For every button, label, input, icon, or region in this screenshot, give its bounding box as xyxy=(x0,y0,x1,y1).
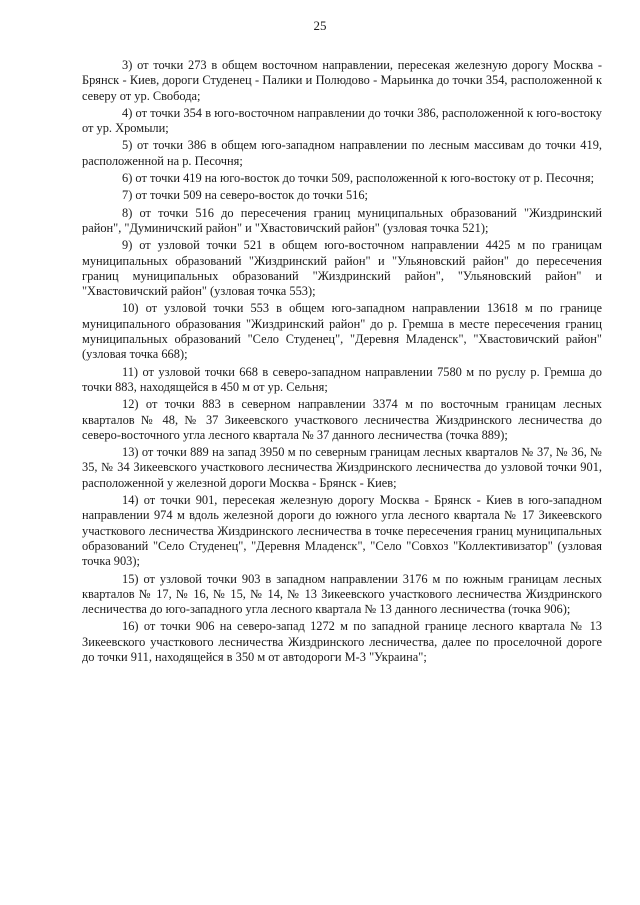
paragraph-item-6: 6) от точки 419 на юго-восток до точки 509, расположенной к юго-востоку от р. Песочня; xyxy=(122,171,595,186)
page-number: 25 xyxy=(313,18,327,33)
paragraph-item-16: 16) от точки 906 на северо-запад 1272 м по западной границе лесного квартала № 13 Зикеевского участкового лесничества Жиздринского лесничества, далее по проселочной дороге до точки 911, находящейся в 350 м от автодороги М-3 "Украина"; xyxy=(82,619,602,664)
paragraph-item-5: 5) от точки 386 в общем юго-западном направлении по лесным массивам до точки 419, расположенной на р. Песочня; xyxy=(82,138,602,168)
paragraph-item-8: 8) от точки 516 до пересечения границ муниципальных образований "Жиздринский район", "Думиничский район" и "Хвастовичский район" (узловая точка 521); xyxy=(82,205,602,235)
paragraph-item-14: 14) от точки 901, пересекая железную дорогу Москва - Брянск - Киев в юго-западном направлении 974 м вдоль железной дороги до южного угла лесного квартала № 17 Зикеевского участкового лесничества Жиздринского лесничества в точке пересечения границ муниципальных образований "Село Студенец", "Деревня Младенск", "Село "Совхоз "Коллективизатор" (узловая точка 903); xyxy=(82,493,602,569)
paragraph-item-10: 10) от узловой точки 553 в общем юго-западном направлении 13618 м по границе муниципального образования "Жиздринский район" до р. Гремша в месте пересечения границ муниципальных образований "Село Студенец", "Деревня Младенск", "Хвастовичский район" (узловая точка 668); xyxy=(82,301,602,362)
paragraph-item-13: 13) от точки 889 на запад 3950 м по северным границам лесных кварталов № 37, № 36, № 35, № 34 Зикеевского участкового лесничества Жиздринского лесничества до узловой точки 901, расположенной у железной дороги Москва - Брянск - Киев; xyxy=(82,445,602,490)
paragraph-item-15: 15) от узловой точки 903 в западном направлении 3176 м по южным границам лесных кварталов № 17, № 16, № 15, № 14, № 13 Зикеевского участкового лесничества Жиздринского лесничества до юго-западного угла лесного квартала № 13 данного лесничества (точка 906); xyxy=(82,571,602,617)
paragraph-item-3: 3) от точки 273 в общем восточном направлении, пересекая железную дорогу Москва - Брянск - Киев, дороги Студенец - Палики и Полюдово - Марьинка до точки 354, расположенной к северу от ур. Свобода; xyxy=(82,58,602,103)
paragraph-item-4: 4) от точки 354 в юго-восточном направлении до точки 386, расположенной к юго-востоку от ур. Хромыли; xyxy=(82,105,602,136)
paragraph-item-12: 12) от точки 883 в северном направлении 3374 м по восточным границам лесных кварталов № 48, № 37 Зикеевского участкового лесничества Жиздринского лесничества до северо-восточного угла лесного квартала № 37 данного лесничества (точка 889); xyxy=(82,397,602,442)
paragraph-item-9: 9) от узловой точки 521 в общем юго-восточном направлении 4425 м по границам муниципальных образований "Жиздринский район" и "Ульяновский район" до пересечения границ муниципальных образований "Жиздринский район", "Ульяновский район" и "Хвастовичский район" (узловая точка 553); xyxy=(82,238,602,299)
paragraph-item-11: 11) от узловой точки 668 в северо-западном направлении 7580 м по руслу р. Гремша до точки 883, находящейся в 450 м от ур. Сельня; xyxy=(82,364,602,394)
document-body xyxy=(82,58,602,667)
paragraph-item-7: 7) от точки 509 на северо-восток до точки 516; xyxy=(122,188,368,203)
